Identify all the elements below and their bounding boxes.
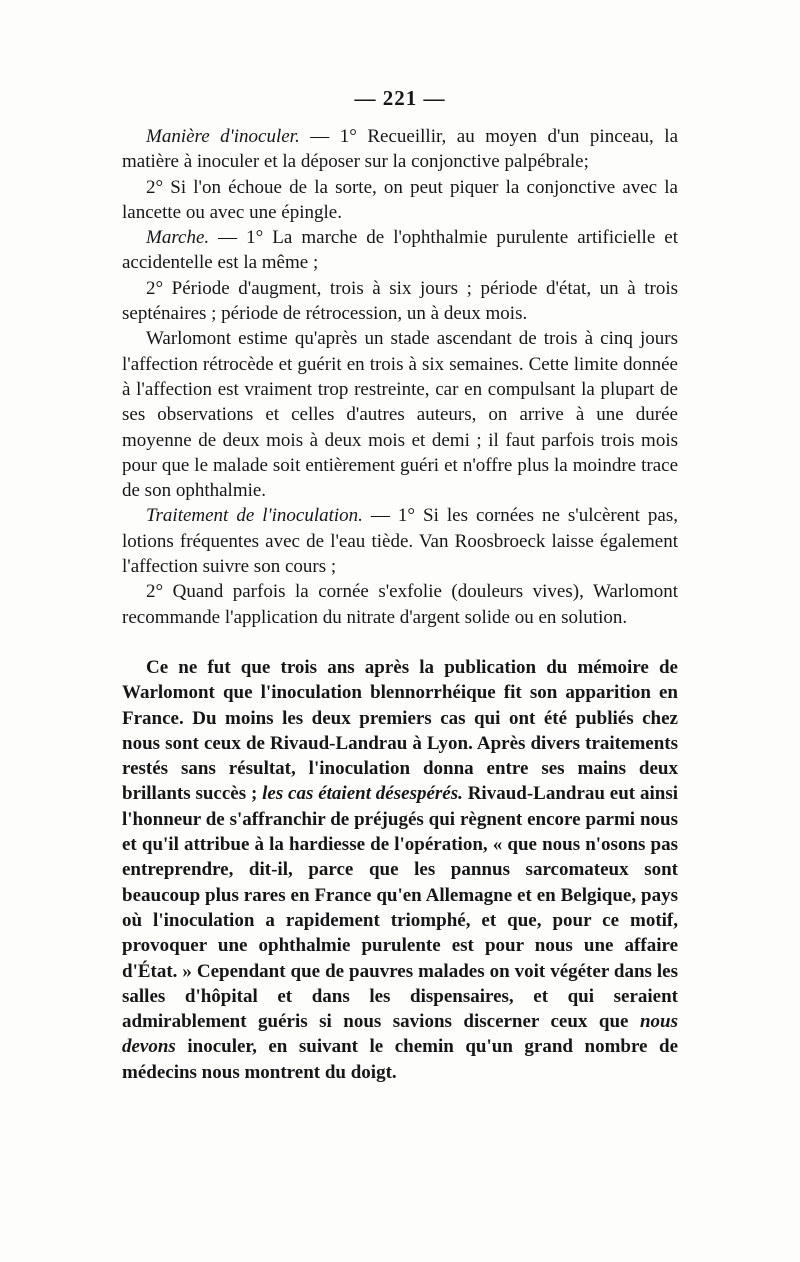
paragraph-marche-2: 2° Période d'augment, trois à six jours ; période d'état, un à trois septénaires ; période de rétrocession, un à deux mois. <box>122 277 678 325</box>
paragraph-text: — 1° Si les cornées ne s'ulcèrent pas, lotions fréquentes avec de l'eau tiède. Van Roosbroeck laisse également l'affection suivre son cours ; <box>122 505 678 578</box>
paragraph-text: Ce ne fut que trois ans après la publication du mémoire de Warlomont que l'inoculation blennorrhéique fit son apparition en France. Du moins les deux premiers cas qui ont été publiés chez nous sont ceux de Rivaud-Landrau à Lyon. Après divers traitements restés sans résultat, l'inoculation donna entre ses mains deux brillants succès ; <box>122 656 678 805</box>
body-text <box>122 124 678 1085</box>
paragraph-text: — 1° Recueillir, au moyen d'un pinceau, la matière à inoculer et la déposer sur la conjonctive palpébrale; <box>122 126 678 173</box>
run-heading-maniere: Manière d'inoculer. <box>146 126 300 147</box>
page-number: — 221 — <box>354 86 446 110</box>
italic-phrase: les cas étaient désespérés. <box>262 783 463 805</box>
paragraph-marche <box>122 225 678 276</box>
run-heading-traitement: Traitement de l'inoculation. <box>146 505 363 527</box>
run-heading-marche: Marche. <box>146 227 210 249</box>
paragraph-text: Rivaud-Landrau eut ainsi l'honneur de s'affranchir de préjugés qui règnent encore parmi nous et qu'il attribue à la hardiesse de l'opération, « que nous n'osons pas entreprendre, dit-il, parce que les pannus sarcomateux sont beaucoup plus rares en France qu'en Allemagne et en Belgique, pays où l'inoculation a rapidement triomphé, et que, pour ce motif, provoquer une ophthalmie purulente est pour nous une affaire d'État. » Cependant que de pauvres malades on voit végéter dans les salles d'hôpital et dans les dispensaires, et qui seraient admirablement guéris si nous savions discerner ceux que <box>122 783 678 1033</box>
paragraph-traitement <box>122 503 678 579</box>
paragraph-text: inoculer, en suivant le chemin qu'un grand nombre de médecins nous montrent du doigt. <box>122 1036 678 1083</box>
italic-phrase: nous devons <box>122 1011 678 1058</box>
paragraph-maniere-2: 2° Si l'on échoue de la sorte, on peut piquer la conjonctive avec la lancette ou avec une épingle. <box>122 176 678 223</box>
paragraph-maniere <box>122 124 678 175</box>
paragraph-traitement-2: 2° Quand parfois la cornée s'exfolie (douleurs vives), Warlomont recommande l'application du nitrate d'argent solide ou en solution. <box>122 581 678 628</box>
paragraph-warlomont: Warlomont estime qu'après un stade ascendant de trois à cinq jours l'affection rétrocède et guérit en trois à six semaines. Cette limite donnée à l'affection est vraiment trop restreinte, car en compulsant la plupart de ses observations et celles d'autres auteurs, on arrive à une durée moyenne de deux mois à deux mois et demi ; il faut parfois trois mois pour que le malade soit entièrement guéri et n'offre plus la moindre trace de son ophthalmie. <box>122 328 678 502</box>
paragraph-france <box>122 655 678 1085</box>
paragraph-text: — 1° La marche de l'ophthalmie purulente artificielle et accidentelle est la même ; <box>122 227 678 274</box>
